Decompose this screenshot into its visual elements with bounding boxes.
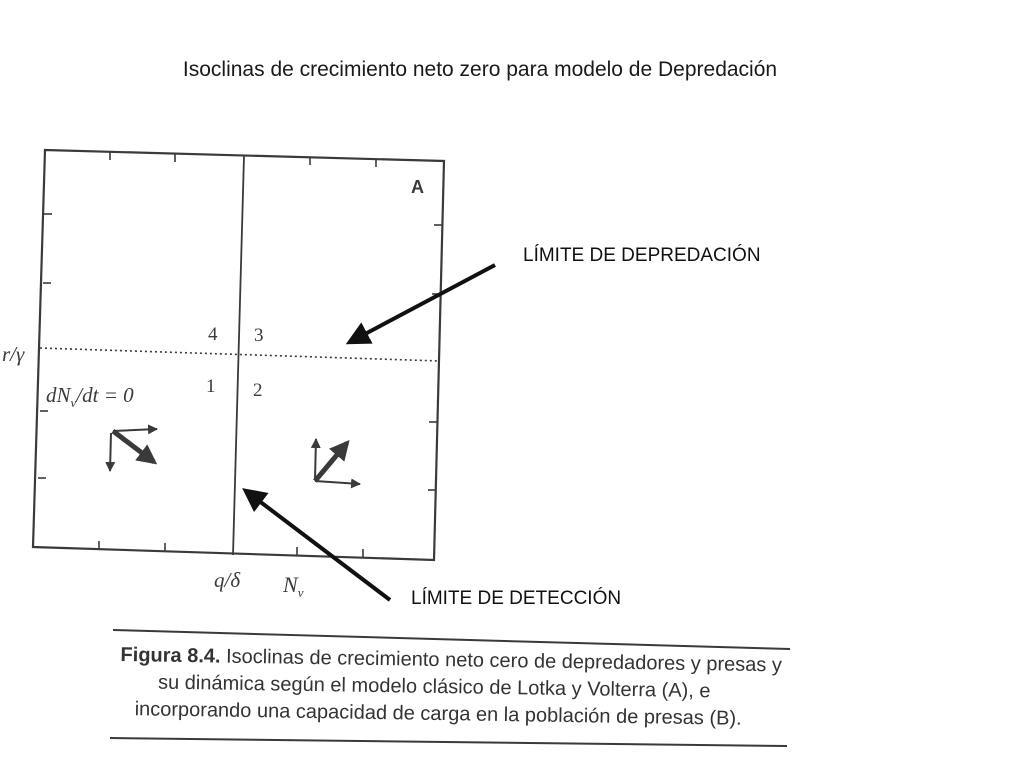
svg-text:Figura 8.4. Isoclinas de creci: Figura 8.4. Isoclinas de crecimiento neto cero de depredadores y presas y xyxy=(120,643,783,677)
dynamics-arrows-quadrant-2 xyxy=(315,439,360,484)
panel-letter: A xyxy=(411,177,424,197)
x-axis-label: q/δ xyxy=(214,568,241,592)
svg-text:incorporando una capacidad de: incorporando una capacidad de carga en la población de presas (B). xyxy=(134,698,742,730)
caption-bottom-rule xyxy=(110,738,787,746)
quadrant-number-2: 2 xyxy=(253,380,263,401)
quadrant-number-1: 1 xyxy=(206,376,216,397)
figure-caption xyxy=(119,644,782,730)
svg-text:su dinámica según el modelo cl: su dinámica según el modelo clásico de Lotka y Volterra (A), e xyxy=(157,671,711,703)
y-axis-label: r/γ xyxy=(2,342,25,366)
predation-limit-label: LÍMITE DE DEPREDACIÓN xyxy=(523,245,761,266)
x-variable-label: $N_v$ xyxy=(283,572,304,600)
horizontal-isocline xyxy=(40,348,440,361)
slide-title: Isoclinas de crecimiento neto zero para modelo de Depredación xyxy=(182,58,778,81)
dynamics-arrows-quadrant-1 xyxy=(110,429,157,471)
quadrant-number-3: 3 xyxy=(254,325,264,346)
detection-limit-arrow xyxy=(246,491,390,600)
vertical-isocline xyxy=(233,156,244,555)
isocline-equation: $dN_v/dt = 0$ xyxy=(46,383,134,410)
predation-limit-arrow xyxy=(350,265,495,342)
detection-limit-label: LÍMITE DE DETECCIÓN xyxy=(411,588,622,609)
quadrant-number-4: 4 xyxy=(208,324,218,345)
